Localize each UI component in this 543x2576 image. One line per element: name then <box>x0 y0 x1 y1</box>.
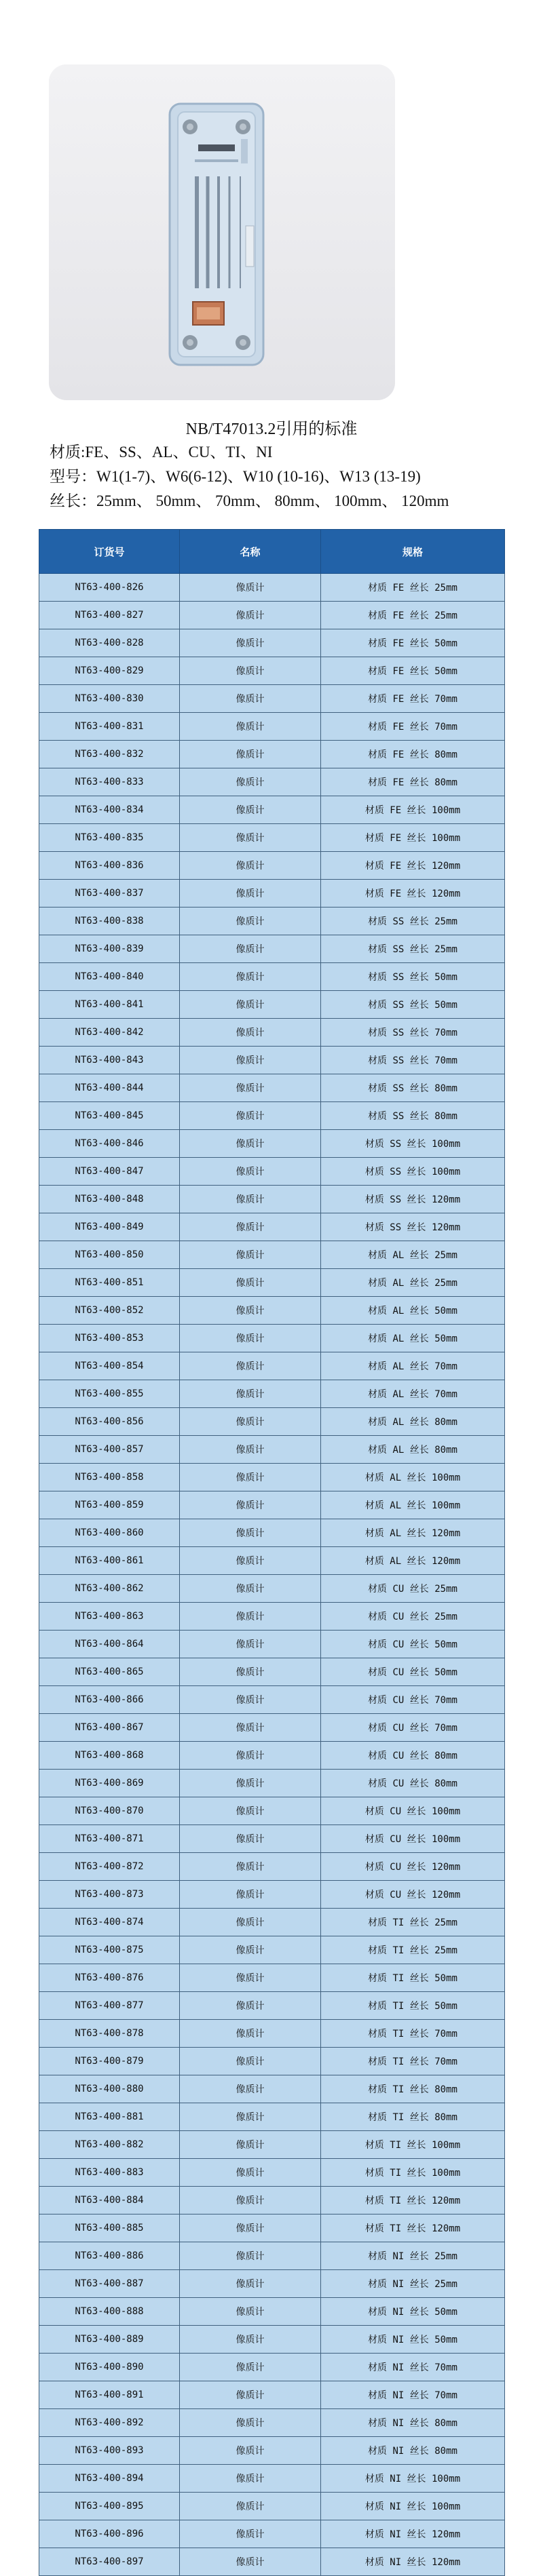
spec-cell: 材质 SS 丝长 25mm <box>321 908 505 935</box>
name-cell: 像质计 <box>180 1964 321 1992</box>
spec-cell: 材质 NI 丝长 100mm <box>321 2465 505 2493</box>
table-row <box>39 1992 505 2020</box>
order-number-cell: NT63-400-864 <box>39 1631 180 1658</box>
name-cell: 像质计 <box>180 1102 321 1130</box>
order-number-cell: NT63-400-890 <box>39 2354 180 2381</box>
table-row <box>39 1464 505 1491</box>
table-row <box>39 2548 505 2576</box>
order-number-cell: NT63-400-860 <box>39 1519 180 1547</box>
name-cell: 像质计 <box>180 2159 321 2187</box>
table-row <box>39 2520 505 2548</box>
order-number-cell: NT63-400-883 <box>39 2159 180 2187</box>
spec-cell: 材质 CU 丝长 100mm <box>321 1797 505 1825</box>
spec-cell: 材质 AL 丝长 25mm <box>321 1241 505 1269</box>
table-row <box>39 1297 505 1325</box>
table-row <box>39 2437 505 2465</box>
table-row <box>39 1241 505 1269</box>
spec-cell: 材质 CU 丝长 80mm <box>321 1742 505 1770</box>
table-row <box>39 713 505 741</box>
name-cell: 像质计 <box>180 1714 321 1742</box>
order-number-cell: NT63-400-857 <box>39 1436 180 1464</box>
spec-cell: 材质 SS 丝长 70mm <box>321 1047 505 1074</box>
spec-cell: 材质 CU 丝长 80mm <box>321 1770 505 1797</box>
name-cell: 像质计 <box>180 1074 321 1102</box>
table-row <box>39 880 505 908</box>
spec-cell: 材质 NI 丝长 80mm <box>321 2409 505 2437</box>
spec-cell: 材质 FE 丝长 25mm <box>321 602 505 629</box>
order-number-cell: NT63-400-838 <box>39 908 180 935</box>
product-photo <box>49 64 395 400</box>
table-row <box>39 1853 505 1881</box>
order-number-cell: NT63-400-872 <box>39 1853 180 1881</box>
name-cell: 像质计 <box>180 1186 321 1213</box>
table-row <box>39 1019 505 1047</box>
order-number-cell: NT63-400-848 <box>39 1186 180 1213</box>
spec-cell: 材质 NI 丝长 80mm <box>321 2437 505 2465</box>
order-number-cell: NT63-400-878 <box>39 2020 180 2048</box>
name-cell: 像质计 <box>180 824 321 852</box>
order-number-cell: NT63-400-834 <box>39 796 180 824</box>
spec-cell: 材质 FE 丝长 100mm <box>321 824 505 852</box>
spec-cell: 材质 AL 丝长 100mm <box>321 1464 505 1491</box>
spec-cell: 材质 NI 丝长 70mm <box>321 2354 505 2381</box>
column-header-spec: 规格 <box>321 530 505 574</box>
name-cell: 像质计 <box>180 963 321 991</box>
order-number-cell: NT63-400-844 <box>39 1074 180 1102</box>
table-row <box>39 796 505 824</box>
name-cell: 像质计 <box>180 1297 321 1325</box>
spec-cell: 材质 NI 丝长 50mm <box>321 2298 505 2326</box>
column-header-order-no: 订货号 <box>39 530 180 574</box>
order-number-cell: NT63-400-851 <box>39 1269 180 1297</box>
name-cell: 像质计 <box>180 1992 321 2020</box>
order-number-cell: NT63-400-892 <box>39 2409 180 2437</box>
order-number-cell: NT63-400-879 <box>39 2048 180 2075</box>
spec-cell: 材质 NI 丝长 120mm <box>321 2520 505 2548</box>
name-cell: 像质计 <box>180 2020 321 2048</box>
order-number-cell: NT63-400-861 <box>39 1547 180 1575</box>
spec-cell: 材质 CU 丝长 50mm <box>321 1631 505 1658</box>
spec-cell: 材质 SS 丝长 25mm <box>321 935 505 963</box>
table-row <box>39 908 505 935</box>
order-number-cell: NT63-400-889 <box>39 2326 180 2354</box>
table-row <box>39 1519 505 1547</box>
order-number-cell: NT63-400-847 <box>39 1158 180 1186</box>
order-number-cell: NT63-400-826 <box>39 574 180 602</box>
order-number-cell: NT63-400-840 <box>39 963 180 991</box>
name-cell: 像质计 <box>180 2548 321 2576</box>
order-number-cell: NT63-400-859 <box>39 1491 180 1519</box>
table-row <box>39 2270 505 2298</box>
spec-cell: 材质 AL 丝长 80mm <box>321 1408 505 1436</box>
name-cell: 像质计 <box>180 1547 321 1575</box>
spec-cell: 材质 TI 丝长 80mm <box>321 2103 505 2131</box>
spec-cell: 材质 CU 丝长 100mm <box>321 1825 505 1853</box>
table-row <box>39 1936 505 1964</box>
order-number-cell: NT63-400-830 <box>39 685 180 713</box>
order-number-cell: NT63-400-873 <box>39 1881 180 1909</box>
name-cell: 像质计 <box>180 1269 321 1297</box>
table-row <box>39 1547 505 1575</box>
order-number-cell: NT63-400-894 <box>39 2465 180 2493</box>
table-row <box>39 2381 505 2409</box>
table-row <box>39 2103 505 2131</box>
column-header-name: 名称 <box>180 530 321 574</box>
table-row <box>39 574 505 602</box>
table-row <box>39 1074 505 1102</box>
table-row <box>39 1186 505 1213</box>
table-row <box>39 2326 505 2354</box>
name-cell: 像质计 <box>180 1658 321 1686</box>
spec-cell: 材质 FE 丝长 70mm <box>321 685 505 713</box>
order-number-cell: NT63-400-846 <box>39 1130 180 1158</box>
table-row <box>39 1130 505 1158</box>
table-row <box>39 1436 505 1464</box>
spec-cell: 材质 SS 丝长 50mm <box>321 991 505 1019</box>
table-row <box>39 1714 505 1742</box>
table-row <box>39 2075 505 2103</box>
order-number-cell: NT63-400-831 <box>39 713 180 741</box>
table-row <box>39 685 505 713</box>
table-row <box>39 1352 505 1380</box>
table-row <box>39 2187 505 2214</box>
spec-cell: 材质 AL 丝长 100mm <box>321 1491 505 1519</box>
spec-cell: 材质 AL 丝长 80mm <box>321 1436 505 1464</box>
table-row <box>39 2159 505 2187</box>
table-row <box>39 1658 505 1686</box>
name-cell: 像质计 <box>180 602 321 629</box>
name-cell: 像质计 <box>180 1019 321 1047</box>
spec-cell: 材质 TI 丝长 25mm <box>321 1909 505 1936</box>
spec-cell: 材质 AL 丝长 120mm <box>321 1519 505 1547</box>
name-cell: 像质计 <box>180 1825 321 1853</box>
spec-cell: 材质 SS 丝长 70mm <box>321 1019 505 1047</box>
name-cell: 像质计 <box>180 1464 321 1491</box>
order-number-cell: NT63-400-897 <box>39 2548 180 2576</box>
name-cell: 像质计 <box>180 2354 321 2381</box>
spec-cell: 材质 TI 丝长 120mm <box>321 2214 505 2242</box>
name-cell: 像质计 <box>180 1380 321 1408</box>
name-cell: 像质计 <box>180 1770 321 1797</box>
name-cell: 像质计 <box>180 1241 321 1269</box>
spec-cell: 材质 AL 丝长 50mm <box>321 1297 505 1325</box>
table-row <box>39 2493 505 2520</box>
spec-cell: 材质 TI 丝长 50mm <box>321 1992 505 2020</box>
order-number-cell: NT63-400-855 <box>39 1380 180 1408</box>
name-cell: 像质计 <box>180 1853 321 1881</box>
table-row <box>39 1742 505 1770</box>
name-cell: 像质计 <box>180 574 321 602</box>
order-number-cell: NT63-400-868 <box>39 1742 180 1770</box>
order-number-cell: NT63-400-843 <box>39 1047 180 1074</box>
name-cell: 像质计 <box>180 2465 321 2493</box>
table-row <box>39 2298 505 2326</box>
name-cell: 像质计 <box>180 1436 321 1464</box>
name-cell: 像质计 <box>180 796 321 824</box>
order-number-cell: NT63-400-865 <box>39 1658 180 1686</box>
table-row <box>39 602 505 629</box>
table-row <box>39 935 505 963</box>
spec-cell: 材质 FE 丝长 50mm <box>321 629 505 657</box>
order-number-cell: NT63-400-886 <box>39 2242 180 2270</box>
name-cell: 像质计 <box>180 1909 321 1936</box>
name-cell: 像质计 <box>180 1797 321 1825</box>
spec-cell: 材质 FE 丝长 50mm <box>321 657 505 685</box>
order-number-cell: NT63-400-867 <box>39 1714 180 1742</box>
name-cell: 像质计 <box>180 1047 321 1074</box>
lengths-line: 丝长：25mm、 50mm、 70mm、 80mm、 100mm、 120mm <box>50 492 449 509</box>
table-row <box>39 1269 505 1297</box>
name-cell: 像质计 <box>180 1519 321 1547</box>
spec-cell: 材质 TI 丝长 80mm <box>321 2075 505 2103</box>
order-number-cell: NT63-400-849 <box>39 1213 180 1241</box>
spec-cell: 材质 AL 丝长 70mm <box>321 1380 505 1408</box>
product-table <box>39 529 504 2576</box>
table-row <box>39 1158 505 1186</box>
name-cell: 像质计 <box>180 1325 321 1352</box>
table-row <box>39 1909 505 1936</box>
table-row <box>39 824 505 852</box>
table-row <box>39 1380 505 1408</box>
name-cell: 像质计 <box>180 2520 321 2548</box>
name-cell: 像质计 <box>180 1631 321 1658</box>
spec-cell: 材质 TI 丝长 25mm <box>321 1936 505 1964</box>
table-row <box>39 2214 505 2242</box>
table-row <box>39 1047 505 1074</box>
name-cell: 像质计 <box>180 1686 321 1714</box>
order-number-cell: NT63-400-871 <box>39 1825 180 1853</box>
spec-cell: 材质 CU 丝长 50mm <box>321 1658 505 1686</box>
table-row <box>39 1213 505 1241</box>
table-row <box>39 1491 505 1519</box>
table-row <box>39 852 505 880</box>
spec-cell: 材质 FE 丝长 80mm <box>321 741 505 768</box>
spec-cell: 材质 TI 丝长 100mm <box>321 2131 505 2159</box>
name-cell: 像质计 <box>180 685 321 713</box>
spec-cell: 材质 CU 丝长 120mm <box>321 1881 505 1909</box>
spec-cell: 材质 SS 丝长 100mm <box>321 1130 505 1158</box>
order-number-cell: NT63-400-887 <box>39 2270 180 2298</box>
order-number-cell: NT63-400-881 <box>39 2103 180 2131</box>
name-cell: 像质计 <box>180 629 321 657</box>
models-line: 型号：W1(1-7)、W6(6-12)、W10 (10-16)、W13 (13-19) <box>50 468 421 485</box>
name-cell: 像质计 <box>180 1742 321 1770</box>
order-number-cell: NT63-400-877 <box>39 1992 180 2020</box>
table-row <box>39 1631 505 1658</box>
name-cell: 像质计 <box>180 852 321 880</box>
table-row <box>39 1825 505 1853</box>
table-row <box>39 629 505 657</box>
spec-cell: 材质 NI 丝长 25mm <box>321 2242 505 2270</box>
table-row <box>39 2131 505 2159</box>
name-cell: 像质计 <box>180 2075 321 2103</box>
table-row <box>39 1575 505 1603</box>
order-number-cell: NT63-400-828 <box>39 629 180 657</box>
name-cell: 像质计 <box>180 768 321 796</box>
name-cell: 像质计 <box>180 1158 321 1186</box>
spec-cell: 材质 CU 丝长 25mm <box>321 1575 505 1603</box>
name-cell: 像质计 <box>180 2326 321 2354</box>
table-header-row <box>39 530 505 574</box>
name-cell: 像质计 <box>180 2103 321 2131</box>
name-cell: 像质计 <box>180 741 321 768</box>
standard-title: NB/T47013.2引用的标准 <box>185 421 358 438</box>
order-number-cell: NT63-400-884 <box>39 2187 180 2214</box>
order-number-cell: NT63-400-876 <box>39 1964 180 1992</box>
order-number-cell: NT63-400-856 <box>39 1408 180 1436</box>
order-number-cell: NT63-400-885 <box>39 2214 180 2242</box>
order-number-cell: NT63-400-862 <box>39 1575 180 1603</box>
table-row <box>39 1797 505 1825</box>
name-cell: 像质计 <box>180 935 321 963</box>
spec-cell: 材质 TI 丝长 120mm <box>321 2187 505 2214</box>
spec-cell: 材质 CU 丝长 70mm <box>321 1686 505 1714</box>
table-row <box>39 1408 505 1436</box>
order-number-cell: NT63-400-858 <box>39 1464 180 1491</box>
order-number-cell: NT63-400-888 <box>39 2298 180 2326</box>
spec-cell: 材质 SS 丝长 120mm <box>321 1186 505 1213</box>
order-number-cell: NT63-400-837 <box>39 880 180 908</box>
table-row <box>39 657 505 685</box>
order-number-cell: NT63-400-853 <box>39 1325 180 1352</box>
table-row <box>39 1603 505 1631</box>
order-number-cell: NT63-400-895 <box>39 2493 180 2520</box>
wire-iqi-image <box>49 64 395 400</box>
order-number-cell: NT63-400-874 <box>39 1909 180 1936</box>
table-row <box>39 2020 505 2048</box>
table-row <box>39 991 505 1019</box>
name-cell: 像质计 <box>180 2409 321 2437</box>
spec-cell: 材质 FE 丝长 120mm <box>321 880 505 908</box>
spec-cell: 材质 SS 丝长 100mm <box>321 1158 505 1186</box>
name-cell: 像质计 <box>180 1881 321 1909</box>
spec-cell: 材质 SS 丝长 120mm <box>321 1213 505 1241</box>
spec-cell: 材质 FE 丝长 120mm <box>321 852 505 880</box>
table-row <box>39 963 505 991</box>
order-number-cell: NT63-400-852 <box>39 1297 180 1325</box>
name-cell: 像质计 <box>180 1936 321 1964</box>
order-number-cell: NT63-400-896 <box>39 2520 180 2548</box>
name-cell: 像质计 <box>180 2187 321 2214</box>
name-cell: 像质计 <box>180 1213 321 1241</box>
spec-cell: 材质 FE 丝长 100mm <box>321 796 505 824</box>
spec-cell: 材质 SS 丝长 50mm <box>321 963 505 991</box>
name-cell: 像质计 <box>180 2048 321 2075</box>
order-number-cell: NT63-400-827 <box>39 602 180 629</box>
name-cell: 像质计 <box>180 713 321 741</box>
order-number-cell: NT63-400-880 <box>39 2075 180 2103</box>
table-row <box>39 1325 505 1352</box>
name-cell: 像质计 <box>180 991 321 1019</box>
spec-cell: 材质 TI 丝长 70mm <box>321 2020 505 2048</box>
name-cell: 像质计 <box>180 2242 321 2270</box>
order-number-cell: NT63-400-866 <box>39 1686 180 1714</box>
spec-cell: 材质 CU 丝长 25mm <box>321 1603 505 1631</box>
table-row <box>39 2409 505 2437</box>
name-cell: 像质计 <box>180 1575 321 1603</box>
order-number-cell: NT63-400-839 <box>39 935 180 963</box>
spec-cell: 材质 AL 丝长 120mm <box>321 1547 505 1575</box>
table-row <box>39 1686 505 1714</box>
table-row <box>39 1102 505 1130</box>
spec-cell: 材质 NI 丝长 25mm <box>321 2270 505 2298</box>
order-number-cell: NT63-400-829 <box>39 657 180 685</box>
spec-cell: 材质 SS 丝长 80mm <box>321 1074 505 1102</box>
name-cell: 像质计 <box>180 908 321 935</box>
order-number-cell: NT63-400-835 <box>39 824 180 852</box>
spec-cell: 材质 NI 丝长 120mm <box>321 2548 505 2576</box>
spec-cell: 材质 AL 丝长 70mm <box>321 1352 505 1380</box>
table-row <box>39 2465 505 2493</box>
table-row <box>39 2242 505 2270</box>
table-row <box>39 741 505 768</box>
spec-cell: 材质 FE 丝长 80mm <box>321 768 505 796</box>
spec-cell: 材质 AL 丝长 25mm <box>321 1269 505 1297</box>
name-cell: 像质计 <box>180 2131 321 2159</box>
name-cell: 像质计 <box>180 2381 321 2409</box>
name-cell: 像质计 <box>180 2437 321 2465</box>
order-number-cell: NT63-400-870 <box>39 1797 180 1825</box>
name-cell: 像质计 <box>180 1408 321 1436</box>
order-number-cell: NT63-400-845 <box>39 1102 180 1130</box>
table-row <box>39 1964 505 1992</box>
order-number-cell: NT63-400-833 <box>39 768 180 796</box>
order-number-cell: NT63-400-850 <box>39 1241 180 1269</box>
spec-cell: 材质 TI 丝长 100mm <box>321 2159 505 2187</box>
order-number-cell: NT63-400-882 <box>39 2131 180 2159</box>
table-row <box>39 2354 505 2381</box>
name-cell: 像质计 <box>180 2214 321 2242</box>
order-number-cell: NT63-400-842 <box>39 1019 180 1047</box>
name-cell: 像质计 <box>180 1603 321 1631</box>
table-row <box>39 1881 505 1909</box>
table-row <box>39 1770 505 1797</box>
name-cell: 像质计 <box>180 880 321 908</box>
name-cell: 像质计 <box>180 2493 321 2520</box>
order-number-cell: NT63-400-863 <box>39 1603 180 1631</box>
order-number-cell: NT63-400-836 <box>39 852 180 880</box>
name-cell: 像质计 <box>180 657 321 685</box>
order-number-cell: NT63-400-891 <box>39 2381 180 2409</box>
table-row <box>39 2048 505 2075</box>
spec-cell: 材质 TI 丝长 70mm <box>321 2048 505 2075</box>
spec-cell: 材质 AL 丝长 50mm <box>321 1325 505 1352</box>
order-number-cell: NT63-400-869 <box>39 1770 180 1797</box>
spec-cell: 材质 NI 丝长 100mm <box>321 2493 505 2520</box>
spec-cell: 材质 SS 丝长 80mm <box>321 1102 505 1130</box>
name-cell: 像质计 <box>180 2298 321 2326</box>
spec-cell: 材质 CU 丝长 120mm <box>321 1853 505 1881</box>
order-number-cell: NT63-400-875 <box>39 1936 180 1964</box>
order-number-cell: NT63-400-832 <box>39 741 180 768</box>
name-cell: 像质计 <box>180 2270 321 2298</box>
name-cell: 像质计 <box>180 1491 321 1519</box>
order-number-cell: NT63-400-854 <box>39 1352 180 1380</box>
spec-cell: 材质 FE 丝长 25mm <box>321 574 505 602</box>
materials-line: 材质:FE、SS、AL、CU、TI、NI <box>50 444 273 461</box>
name-cell: 像质计 <box>180 1130 321 1158</box>
table-row <box>39 768 505 796</box>
spec-cell: 材质 CU 丝长 70mm <box>321 1714 505 1742</box>
spec-cell: 材质 NI 丝长 70mm <box>321 2381 505 2409</box>
spec-cell: 材质 TI 丝长 50mm <box>321 1964 505 1992</box>
spec-cell: 材质 NI 丝长 50mm <box>321 2326 505 2354</box>
order-number-cell: NT63-400-893 <box>39 2437 180 2465</box>
order-number-cell: NT63-400-841 <box>39 991 180 1019</box>
name-cell: 像质计 <box>180 1352 321 1380</box>
spec-cell: 材质 FE 丝长 70mm <box>321 713 505 741</box>
